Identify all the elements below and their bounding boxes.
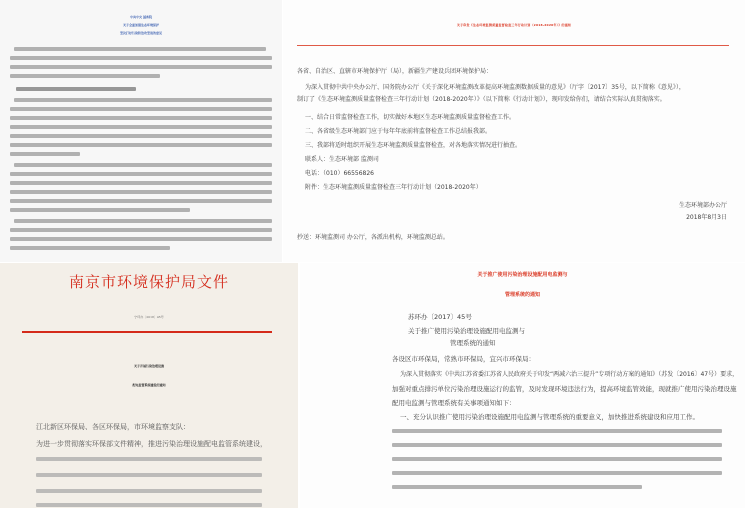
document-number: 宁环办〔2018〕45号 xyxy=(134,315,164,319)
paragraph-1: 为深入贯彻中共中央办公厅、国务院办公厅《关于深化环境监测改革提高环境监测数据质量的意见》（厅字〔2017〕35号，以下简称《意见》）， xyxy=(305,84,685,91)
recipients: 江北新区环保局、各区环保局，市环境监察支队： xyxy=(36,423,190,431)
phone: 电话：（010）66556826 xyxy=(305,170,374,177)
notice-title: 关于印发《生态环境监测质量监督检查三年行动计划（2018-2020年）》的通知 xyxy=(456,23,572,27)
paragraph-1: 为深入贯彻落实《中共江苏省委江苏省人民政府关于印发“两减六治三提升”专项行动方案的通知》（苏发〔2016〕47号）要求， xyxy=(400,371,739,378)
cc-line: 抄送：环境监测司 办公厅，各派出机构，环境监测总站。 xyxy=(297,234,449,241)
item-1: 一、结合日常监督检查工作，切实做好本地区生态环境监测质量监督检查工作。 xyxy=(305,114,516,121)
item-2: 二、各省级生态环境部门应于每年年底前将监督检查工作总结报我部。 xyxy=(305,128,492,135)
document-number: 苏环办〔2017〕45号 xyxy=(408,313,472,321)
date: 2018年8月3日 xyxy=(686,214,727,221)
subhead-line-2: 管理系统的通知 xyxy=(450,339,496,347)
paragraph-3: 配用电监测与管理系统有关事项通知如下： xyxy=(392,399,516,407)
title-line-2: 管理系统的通知 xyxy=(504,292,540,298)
title-line-2: 坚决打好污染防治攻坚战的意见 xyxy=(119,31,162,35)
title-line-1: 关于全面加强生态环境保护 xyxy=(122,23,159,27)
contact: 联系人：生态环境部 监测司 xyxy=(305,156,379,163)
red-divider xyxy=(22,331,272,333)
document-panel-nanjing xyxy=(0,263,298,508)
paragraph-1b: 制订了《生态环境监测质量监督检查三年行动计划（2018-2020年）》（以下简称《行动计划》），现印发给你们，请结合实际认真贯彻落实。 xyxy=(297,96,666,103)
signature: 生态环境部办公厅 xyxy=(678,202,727,209)
salutation: 各设区市环保局，常熟市环保局，宜兴市环保局： xyxy=(392,355,535,363)
title-line-1: 关于开展污染治理设施 xyxy=(133,364,164,368)
document-panel-notice xyxy=(283,0,745,262)
subhead-line-1: 关于推广使用污染治理设施配用电监测与 xyxy=(408,327,525,335)
paragraph-2: 加强对重点排污单位污染治理设施运行的监管，及时发现环境违法行为，提高环境监管效能，现就推广使用污染治理设施 xyxy=(392,385,737,393)
attachment-link[interactable]: 附件：生态环境监测质量监督检查三年行动计划（2018-2020年） xyxy=(305,184,482,191)
paragraph-4: 一、充分认识推广使用污染治理设施配用电监测与管理系统的重要意义，加快推进系统建设和应用工作。 xyxy=(400,413,699,421)
red-divider xyxy=(297,45,729,46)
salutation: 各省、自治区、直辖市环境保护厅（局），新疆生产建设兵团环境保护局： xyxy=(297,68,493,75)
agency-masthead: 南京市环境保护局文件 xyxy=(68,273,229,291)
issuer-line: 中共中央 国务院 xyxy=(129,15,153,19)
title-line-2: 配电监管系统建设的通知 xyxy=(132,383,166,387)
title-line-1: 关于推广使用污染治理设施配用电监测与 xyxy=(477,272,568,278)
document-panel-jiangsu xyxy=(300,263,745,508)
item-3: 三、我部将适时组织开展生态环境监测质量监督检查，对各地落实情况进行抽查。 xyxy=(305,142,522,149)
document-panel-opinion xyxy=(0,0,282,262)
paragraph-1: 为进一步贯彻落实环保部文件精神，推进污染治理设施配电监管系统建设， xyxy=(36,440,267,448)
